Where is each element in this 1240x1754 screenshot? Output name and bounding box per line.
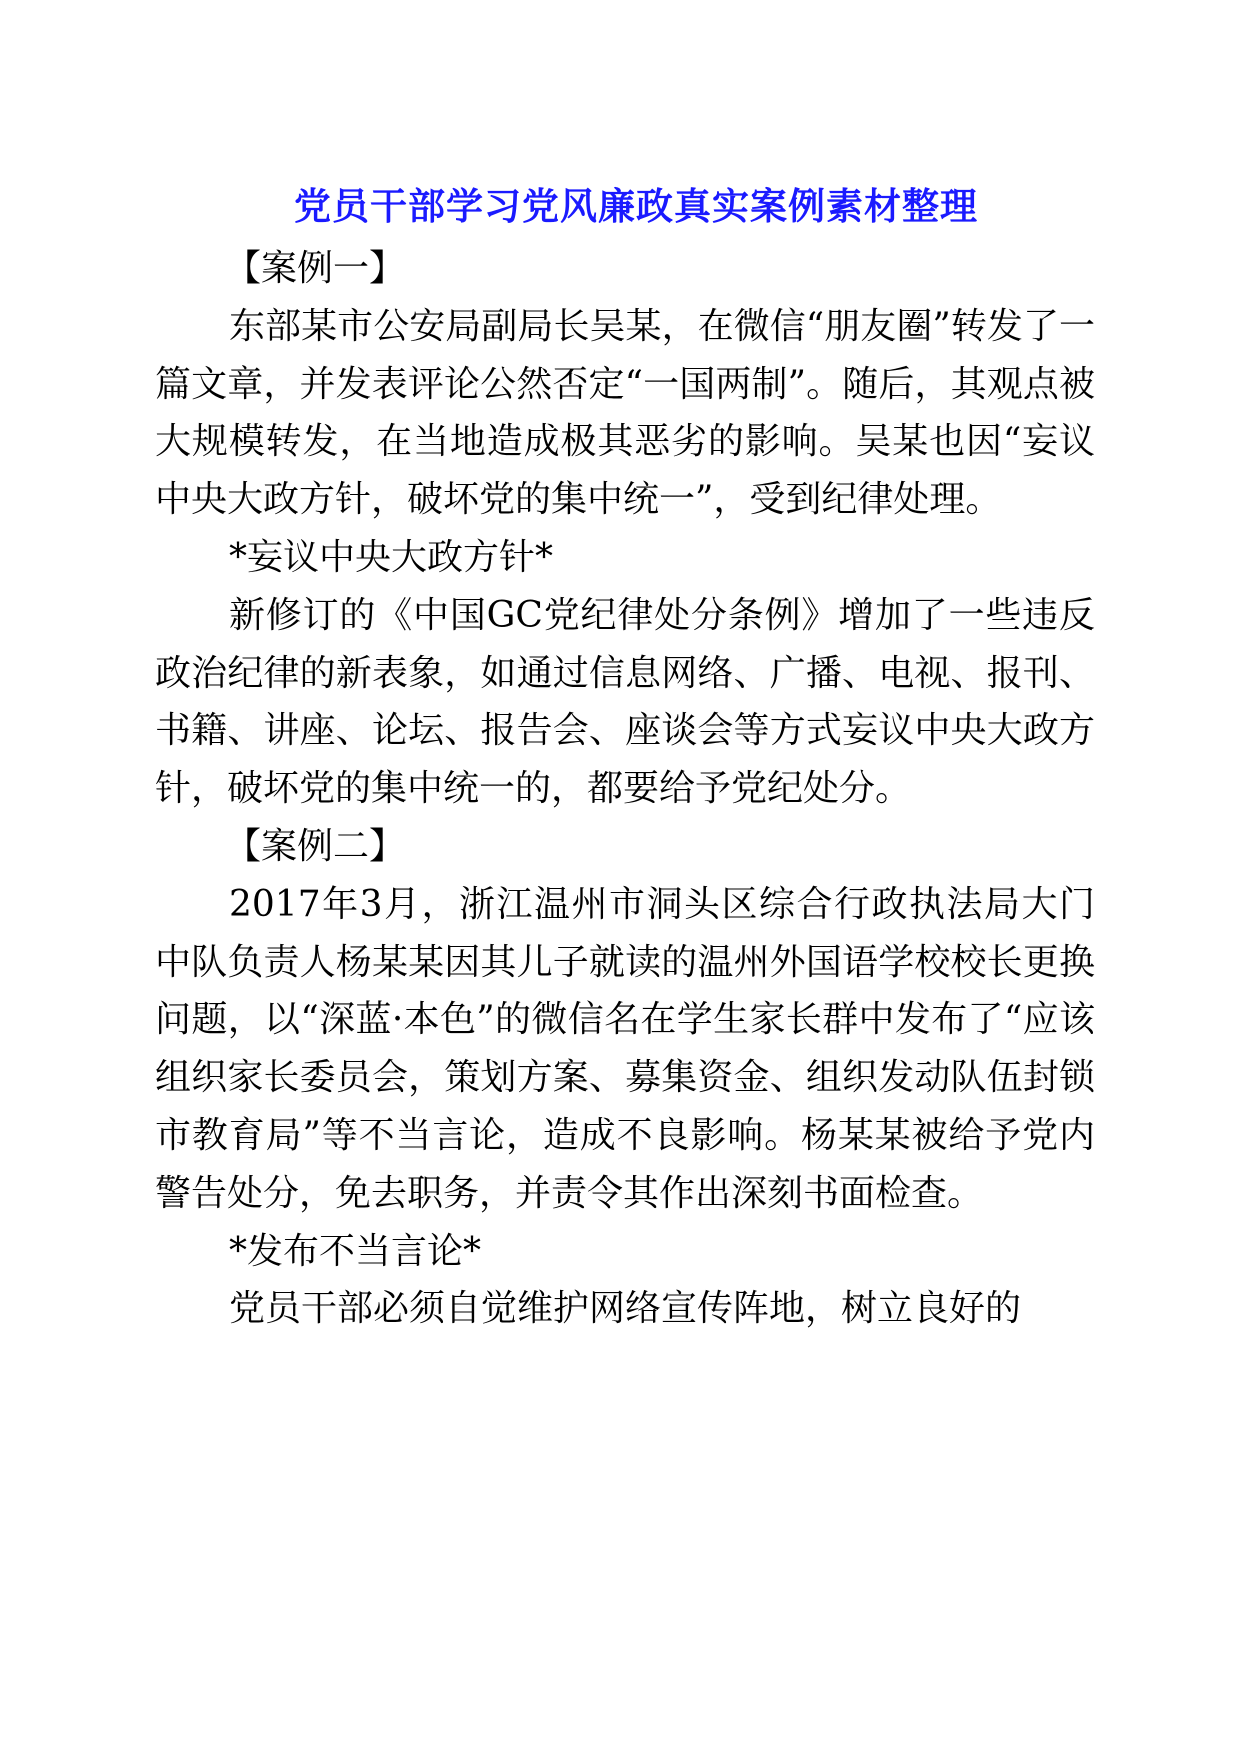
case-heading-1: 【案例一】	[225, 248, 406, 289]
case-2-paragraph: 2017年3月，浙江温州市洞头区综合行政执法局大门中队负责人杨某某因其儿子就读的温州外国语学校校长更换问题，以“深蓝·本色”的微信名在学生家长群中发布了“应该组织家长委员会，策划方案、募集资金、组织发动队伍封锁市教育局”等不当言论，造成不良影响。杨某某被给予党内警告处分，免去职务，并责令其作出深刻书面检查。	[155, 883, 1095, 1214]
case-2-explanation: 党员干部必须自觉维护网络宣传阵地，树立良好的	[229, 1288, 1022, 1330]
document-title: 党员干部学习党风廉政真实案例素材整理	[294, 185, 978, 228]
document-body	[155, 240, 1095, 1338]
case-1-subheading: *妄议中央大政方针*	[229, 536, 554, 578]
case-1-paragraph: 东部某市公安局副局长吴某，在微信“朋友圈”转发了一篇文章，并发表评论公然否定“一国两制”。随后，其观点被大规模转发，在当地造成极其恶劣的影响。吴某也因“妄议中央大政方针，破坏党的集中统一”，受到纪律处理。	[155, 305, 1095, 521]
case-1-explanation: 新修订的《中国GC党纪律处分条例》增加了一些违反政治纪律的新表象，如通过信息网络、广播、电视、报刊、书籍、讲座、论坛、报告会、座谈会等方式妄议中央大政方针，破坏党的集中统一的，都要给予党纪处分。	[155, 594, 1095, 810]
case-2-subheading: *发布不当言论*	[229, 1230, 482, 1272]
case-heading-2: 【案例二】	[225, 825, 406, 867]
